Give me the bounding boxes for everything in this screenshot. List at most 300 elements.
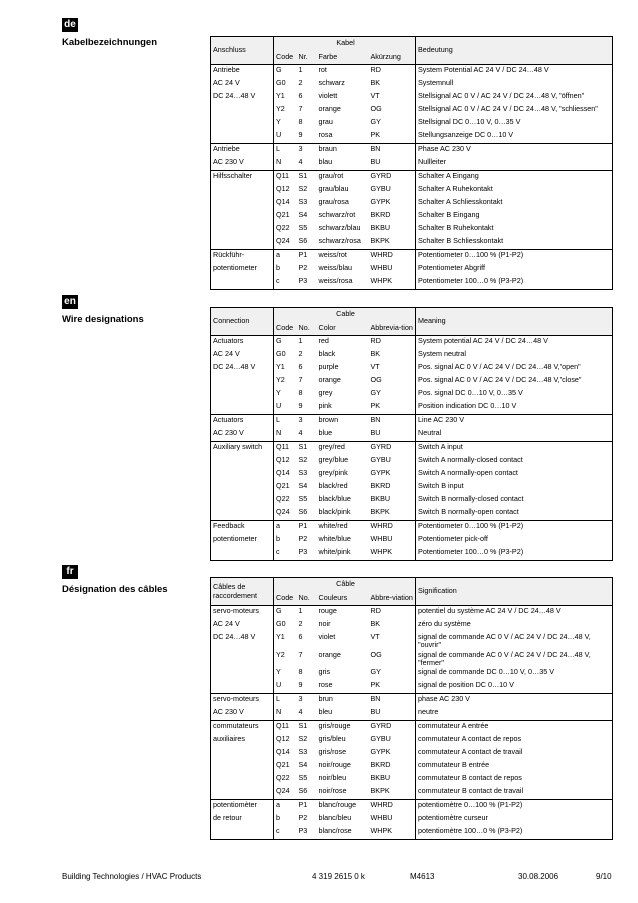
cell-no: 8	[298, 667, 303, 677]
cell-no: 2	[298, 619, 303, 628]
table-row	[211, 468, 613, 481]
cell-group: AC 230 V	[211, 428, 274, 442]
cell-color: grau	[318, 117, 333, 126]
cell-abbr: VT	[369, 91, 416, 104]
cell-code: Y1	[276, 91, 285, 100]
cell-group	[211, 455, 274, 468]
cell-code: U	[276, 680, 282, 690]
cell-code: Y2	[276, 649, 285, 659]
cell-code: Y1	[276, 632, 285, 641]
cell-abbr: GYBU	[369, 455, 416, 468]
header-meaning: Meaning	[416, 308, 613, 336]
cell-meaning: Phase AC 230 V	[416, 144, 613, 158]
cell-meaning: commutateur A contact de repos	[416, 734, 613, 747]
cell-abbr: BN	[369, 415, 416, 429]
cell-no: 7	[298, 104, 303, 113]
cell-color: white/red	[317, 521, 369, 535]
cell-no: 7	[298, 375, 303, 384]
cell-group: Actuators	[211, 336, 274, 350]
cell-color: black/pink	[318, 507, 351, 516]
table-row	[211, 78, 613, 91]
table-row	[211, 760, 613, 773]
cell-abbr: BK	[369, 78, 416, 91]
cell-group: Hilfsschalter	[211, 171, 274, 185]
cell-color: grau/rosa	[318, 197, 349, 206]
lang-tag-en: en	[62, 295, 78, 309]
cell-code: L	[274, 144, 297, 158]
cell-code: Y1	[276, 362, 285, 371]
header-code: Code	[274, 50, 297, 65]
cable-table-de	[210, 36, 612, 290]
cell-meaning: Systemnull	[416, 78, 613, 91]
cell-color: noir/rouge	[318, 760, 351, 770]
cell-color: gris/rouge	[317, 721, 369, 735]
table-row	[211, 800, 613, 814]
cell-color: grau/blau	[318, 184, 349, 193]
cell-no: S4	[298, 210, 308, 219]
table-row	[211, 263, 613, 276]
cell-color: blue	[318, 428, 333, 437]
cell-abbr: BN	[369, 144, 416, 158]
cell-code: G	[276, 65, 282, 74]
table-row	[211, 707, 613, 721]
table-row	[211, 619, 613, 632]
cell-group: Auxiliary switch	[211, 442, 274, 456]
cell-abbr: GYBU	[369, 734, 416, 747]
cell-abbr: BKRD	[369, 481, 416, 494]
header-group: Anschluss	[211, 37, 274, 65]
cell-abbr: GYPK	[369, 197, 416, 210]
cell-code: Q24	[276, 507, 290, 516]
cell-abbr: GY	[369, 388, 416, 401]
cell-group: servo-moteurs	[211, 606, 274, 620]
cell-group: Feedback	[211, 521, 274, 535]
cell-color: schwarz/rot	[318, 210, 356, 219]
cell-no: S4	[298, 760, 308, 770]
cell-meaning: commutateur B entrée	[416, 760, 613, 773]
cell-color: schwarz	[318, 78, 345, 87]
cell-group	[211, 547, 274, 561]
cell-code: Y	[276, 388, 281, 397]
header-cable: Kabel	[274, 37, 416, 51]
cell-meaning: Pos. signal DC 0…10 V, 0…35 V	[416, 388, 613, 401]
cell-abbr: BN	[369, 694, 416, 708]
cell-code: b	[276, 534, 280, 543]
cell-abbr: WHPK	[369, 826, 416, 840]
cell-no: 2	[298, 349, 303, 358]
cell-no: 3	[297, 144, 317, 158]
table-row	[211, 547, 613, 561]
cell-meaning: Position indication DC 0…10 V	[416, 401, 613, 415]
cell-group	[211, 747, 274, 760]
cell-code: Q21	[276, 760, 290, 770]
cell-meaning: Switch A normally-open contact	[416, 468, 613, 481]
cell-meaning: Potentiometer pick-off	[416, 534, 613, 547]
cell-no: 4	[298, 157, 303, 166]
cell-no: 3	[297, 415, 317, 429]
cell-code: Q24	[276, 236, 290, 245]
cell-color: rouge	[318, 606, 337, 615]
table-row	[211, 415, 613, 429]
cell-code: G	[276, 336, 282, 345]
cell-group: DC 24…48 V	[211, 632, 274, 650]
cell-color: grey	[318, 388, 333, 397]
table-row	[211, 197, 613, 210]
cell-no: S3	[298, 747, 308, 757]
cell-meaning: Stellsignal DC 0…10 V, 0…35 V	[416, 117, 613, 130]
table-row	[211, 747, 613, 760]
table-row	[211, 65, 613, 79]
cell-meaning: Pos. signal AC 0 V / AC 24 V / DC 24…48 V,"open"	[416, 362, 613, 375]
header-cable: Câble	[274, 578, 416, 592]
table-row	[211, 650, 613, 668]
cell-meaning: System neutral	[416, 349, 613, 362]
cell-abbr: WHBU	[369, 813, 416, 826]
cell-meaning: System potential AC 24 V / DC 24…48 V	[416, 336, 613, 350]
cell-meaning: Neutral	[416, 428, 613, 442]
cell-group: commutateurs	[211, 721, 274, 735]
cell-meaning: potentiel du système AC 24 V / DC 24…48 V	[416, 606, 613, 620]
table-row	[211, 721, 613, 735]
cell-color: weiss/rot	[317, 250, 369, 264]
table-row	[211, 442, 613, 456]
cell-group	[211, 481, 274, 494]
cell-abbr: BKPK	[369, 236, 416, 250]
cell-abbr: GY	[369, 667, 416, 680]
cell-no: S5	[298, 773, 308, 783]
cell-abbr: GYPK	[369, 747, 416, 760]
cell-group: Antriebe	[211, 65, 274, 79]
cell-code: a	[274, 521, 297, 535]
cell-color: braun	[317, 144, 369, 158]
table-row	[211, 250, 613, 264]
cell-group	[211, 494, 274, 507]
cell-color: blanc/bleu	[318, 813, 352, 823]
cell-meaning: Schalter B Eingang	[416, 210, 613, 223]
cell-abbr: WHRD	[369, 250, 416, 264]
cell-no: P1	[297, 521, 317, 535]
table-row	[211, 236, 613, 250]
cell-color: orange	[318, 375, 341, 384]
cell-code: Y	[276, 667, 281, 677]
cable-table-en	[210, 307, 612, 561]
cell-no: S3	[298, 197, 308, 206]
cell-group	[211, 786, 274, 800]
cell-code: Q11	[274, 721, 297, 735]
cell-group	[211, 236, 274, 250]
cell-no: P3	[297, 547, 317, 561]
cell-code: G0	[276, 619, 286, 628]
header-cable: Cable	[274, 308, 416, 322]
cell-meaning: Stellungsanzeige DC 0…10 V	[416, 130, 613, 144]
cell-color: rot	[318, 65, 327, 74]
cell-meaning: Potentiometer Abgriff	[416, 263, 613, 276]
cell-group	[211, 210, 274, 223]
cell-color: gris/bleu	[318, 734, 346, 744]
table-row	[211, 362, 613, 375]
table-row	[211, 375, 613, 388]
cell-color: noir	[318, 619, 331, 628]
cell-meaning: commutateur B contact de repos	[416, 773, 613, 786]
section-title-fr: Désignation des câbles	[62, 584, 168, 595]
cell-meaning: Potentiometer 0…100 % (P1-P2)	[416, 521, 613, 535]
table-row	[211, 104, 613, 117]
cell-no: 9	[298, 130, 303, 139]
table-row	[211, 521, 613, 535]
cell-no: S4	[298, 481, 308, 490]
cell-color: weiss/blau	[318, 263, 353, 272]
cell-no: S1	[297, 171, 317, 185]
cell-color: noir/bleu	[318, 773, 347, 783]
cell-color: gris	[318, 667, 331, 677]
cell-code: Q14	[276, 197, 290, 206]
table-row	[211, 773, 613, 786]
cell-meaning: commutateur B contact de travail	[416, 786, 613, 800]
cell-group: auxiliaires	[211, 734, 274, 747]
cell-abbr: WHPK	[369, 276, 416, 290]
cell-code: G	[276, 606, 282, 615]
cell-color: rose	[318, 680, 333, 690]
section-title-de: Kabelbezeichnungen	[62, 37, 158, 48]
cell-code: Q14	[276, 747, 290, 757]
cell-meaning: Schalter B Ruhekontakt	[416, 223, 613, 236]
cell-meaning: phase AC 230 V	[416, 694, 613, 708]
cell-code: N	[276, 157, 282, 166]
cell-group	[211, 184, 274, 197]
cell-color: grey/blue	[318, 455, 349, 464]
header-code: Code	[274, 591, 297, 606]
cell-group: DC 24…48 V	[211, 362, 274, 375]
cell-meaning: System Potential AC 24 V / DC 24…48 V	[416, 65, 613, 79]
cell-code: c	[274, 547, 297, 561]
table-row	[211, 428, 613, 442]
cell-abbr: OG	[369, 375, 416, 388]
cell-code: a	[274, 800, 297, 814]
cell-color: white/pink	[317, 547, 369, 561]
table-row	[211, 680, 613, 694]
cell-meaning: commutateur A entrée	[416, 721, 613, 735]
cell-no: P1	[297, 800, 317, 814]
cell-no: 8	[298, 117, 303, 126]
header-no: No.	[297, 591, 317, 606]
table-row	[211, 184, 613, 197]
header-color: Farbe	[317, 50, 369, 65]
cell-abbr: BKPK	[369, 786, 416, 800]
lang-tag-fr: fr	[62, 565, 78, 579]
cell-meaning: signal de commande DC 0…10 V, 0…35 V	[416, 667, 613, 680]
cell-meaning: Stellsignal AC 0 V / AC 24 V / DC 24…48 V, "schliessen"	[416, 104, 613, 117]
table-row	[211, 130, 613, 144]
table-row	[211, 388, 613, 401]
cell-color: white/blue	[318, 534, 351, 543]
cell-group	[211, 468, 274, 481]
cell-code: N	[276, 428, 282, 437]
table-row	[211, 336, 613, 350]
cell-code: Y2	[276, 375, 285, 384]
cell-abbr: BU	[369, 428, 416, 442]
cell-abbr: PK	[369, 680, 416, 694]
cell-code: Q12	[276, 455, 290, 464]
cell-abbr: WHBU	[369, 534, 416, 547]
cell-color: brun	[317, 694, 369, 708]
cell-color: grey/pink	[318, 468, 348, 477]
table-row	[211, 534, 613, 547]
footer-date: 30.08.2006	[518, 872, 559, 881]
cell-group	[211, 104, 274, 117]
cell-group	[211, 375, 274, 388]
cell-meaning: potentiomètre 0…100 % (P1-P2)	[416, 800, 613, 814]
cell-abbr: GYRD	[369, 721, 416, 735]
footer-company: Building Technologies / HVAC Products	[62, 872, 202, 881]
cell-no: S3	[298, 468, 308, 477]
cell-code: Q22	[276, 494, 290, 503]
table-row	[211, 349, 613, 362]
table-row	[211, 667, 613, 680]
cell-group	[211, 223, 274, 236]
cell-color: violet	[318, 632, 336, 641]
cell-abbr: BKBU	[369, 494, 416, 507]
cell-color: black/red	[318, 481, 348, 490]
cell-color: blau	[318, 157, 333, 166]
cell-no: S6	[298, 507, 308, 516]
cell-group: potentiomèter	[211, 800, 274, 814]
cell-abbr: GYRD	[369, 442, 416, 456]
table-row	[211, 481, 613, 494]
cell-abbr: BK	[369, 349, 416, 362]
header-meaning: Signification	[416, 578, 613, 606]
cell-no: 4	[298, 428, 303, 437]
table-row	[211, 494, 613, 507]
cell-abbr: GY	[369, 117, 416, 130]
cell-group: servo-moteurs	[211, 694, 274, 708]
cell-code: Y2	[276, 104, 285, 113]
cell-group	[211, 401, 274, 415]
cell-color: orange	[318, 649, 341, 659]
cell-code: c	[274, 826, 297, 840]
header-code: Code	[274, 321, 297, 336]
cell-meaning: signal de position DC 0…10 V	[416, 680, 613, 694]
cell-meaning: Switch B normally-closed contact	[416, 494, 613, 507]
table-row	[211, 144, 613, 158]
cell-code: U	[276, 130, 282, 139]
header-abbr: Abbre-viation	[369, 591, 416, 606]
footer-doc-number: 4 319 2615 0 k	[312, 872, 365, 881]
cell-group	[211, 667, 274, 680]
cell-color: gris/rose	[318, 747, 347, 757]
table-row	[211, 91, 613, 104]
cell-no: 6	[298, 91, 303, 100]
cell-group: de retour	[211, 813, 274, 826]
cell-color: pink	[318, 401, 332, 410]
cell-color: purple	[318, 362, 339, 371]
cell-group	[211, 773, 274, 786]
header-no: Nr.	[297, 50, 317, 65]
cell-no: S5	[298, 494, 308, 503]
table-row	[211, 606, 613, 620]
cell-meaning: Switch A normally-closed contact	[416, 455, 613, 468]
cell-meaning: potentiomètre curseur	[416, 813, 613, 826]
cell-meaning: Stellsignal AC 0 V / AC 24 V / DC 24…48 V, "öffnen"	[416, 91, 613, 104]
table-row	[211, 401, 613, 415]
cell-color: weiss/rosa	[317, 276, 369, 290]
table-row	[211, 786, 613, 800]
cell-abbr: RD	[369, 606, 416, 620]
cell-abbr: WHRD	[369, 800, 416, 814]
table-row	[211, 455, 613, 468]
cell-no: 1	[298, 65, 303, 74]
cell-group	[211, 130, 274, 144]
cell-meaning: Schalter B Schliesskontakt	[416, 236, 613, 250]
cell-code: c	[274, 276, 297, 290]
cell-no: 4	[298, 707, 303, 717]
cell-abbr: OG	[369, 104, 416, 117]
header-no: No.	[297, 321, 317, 336]
cell-no: 2	[298, 78, 303, 87]
cell-abbr: RD	[369, 65, 416, 79]
cell-no: S2	[298, 455, 308, 464]
header-color: Color	[317, 321, 369, 336]
cell-abbr: GYBU	[369, 184, 416, 197]
table-row	[211, 632, 613, 650]
cell-group: AC 230 V	[211, 157, 274, 171]
cell-code: L	[274, 415, 297, 429]
cell-meaning: Schalter A Ruhekontakt	[416, 184, 613, 197]
table-row	[211, 223, 613, 236]
cell-code: Q22	[276, 773, 290, 783]
cell-no: P2	[298, 263, 308, 272]
cell-no: P3	[297, 826, 317, 840]
cell-no: 6	[298, 632, 303, 641]
cell-meaning: potentiomètre 100…0 % (P3-P2)	[416, 826, 613, 840]
cell-abbr: WHBU	[369, 263, 416, 276]
cell-abbr: BKRD	[369, 210, 416, 223]
cell-group	[211, 826, 274, 840]
cell-no: S1	[297, 442, 317, 456]
cell-color: black	[318, 349, 336, 358]
header-group: Câbles de raccordement	[211, 578, 274, 606]
cell-no: P1	[297, 250, 317, 264]
cell-meaning: Switch A input	[416, 442, 613, 456]
cell-no: S2	[298, 184, 308, 193]
cell-meaning: Switch B input	[416, 481, 613, 494]
table-row	[211, 694, 613, 708]
cell-color: blanc/rouge	[317, 800, 369, 814]
cell-code: b	[276, 813, 280, 823]
cell-color: orange	[318, 104, 341, 113]
cell-no: 8	[298, 388, 303, 397]
cell-group	[211, 388, 274, 401]
cell-color: brown	[317, 415, 369, 429]
cell-abbr: WHRD	[369, 521, 416, 535]
cell-meaning: Switch B normally-open contact	[416, 507, 613, 521]
cell-color: violett	[318, 91, 338, 100]
cell-meaning: Schalter A Eingang	[416, 171, 613, 185]
cell-group	[211, 680, 274, 694]
cell-meaning: Nullleiter	[416, 157, 613, 171]
table-row	[211, 826, 613, 840]
cell-code: b	[276, 263, 280, 272]
cell-group: AC 24 V	[211, 619, 274, 632]
cell-no: 1	[298, 336, 303, 345]
cell-abbr: PK	[369, 401, 416, 415]
cell-meaning: Potentiometer 100…0 % (P3-P2)	[416, 276, 613, 290]
cell-group: potentiometer	[211, 263, 274, 276]
footer-page: 9/10	[596, 872, 612, 881]
cell-code: G0	[276, 78, 286, 87]
cell-color: bleu	[318, 707, 333, 717]
cell-meaning: Potentiometer 100…0 % (P3-P2)	[416, 547, 613, 561]
cell-no: S2	[298, 734, 308, 744]
